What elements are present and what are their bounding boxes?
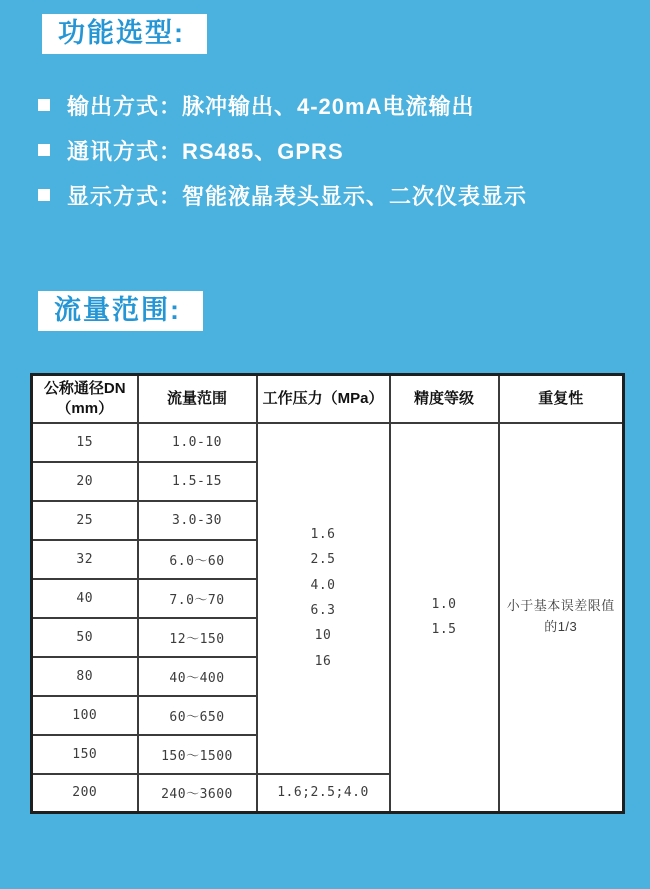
features-section	[0, 0, 650, 208]
bullet-square-icon	[38, 144, 50, 156]
cell-range: 150～1500	[138, 735, 257, 774]
pressure-value: 10	[314, 628, 332, 644]
list-item	[38, 92, 650, 118]
table-header-row	[32, 375, 624, 423]
cell-repeat-merged: 小于基本误差限值的1/3	[499, 423, 624, 813]
cell-range: 12～150	[138, 618, 257, 657]
cell-range: 240～3600	[138, 774, 257, 813]
cell-range: 60～650	[138, 696, 257, 735]
pressure-value: 16	[314, 653, 332, 669]
header-dn	[32, 375, 138, 423]
flow-range-table	[30, 373, 625, 814]
cell-dn: 15	[32, 423, 138, 462]
cell-dn: 100	[32, 696, 138, 735]
accuracy-value: 1.0	[431, 596, 457, 612]
header-range: 流量范围	[138, 375, 257, 423]
header-pressure: 工作压力（MPa）	[257, 375, 390, 423]
cell-accuracy-merged	[390, 423, 499, 813]
features-title: 功能选型:	[42, 14, 207, 54]
header-dn-line2: （mm）	[56, 399, 114, 417]
feature-list	[38, 92, 650, 208]
pressure-value: 1.6	[310, 526, 336, 542]
list-item	[38, 137, 650, 163]
header-accuracy: 精度等级	[390, 375, 499, 423]
cell-range: 3.0-30	[138, 501, 257, 540]
cell-range: 40～400	[138, 657, 257, 696]
cell-dn: 20	[32, 462, 138, 501]
bullet-square-icon	[38, 189, 50, 201]
cell-pressure-merged	[257, 423, 390, 774]
feature-display-label: 显示方式：智能液晶表头显示、二次仪表显示	[67, 183, 528, 209]
cell-dn: 50	[32, 618, 138, 657]
cell-range: 1.5-15	[138, 462, 257, 501]
accuracy-value: 1.5	[431, 622, 457, 638]
header-dn-line1: 公称通径DN	[43, 379, 126, 397]
cell-range: 7.0～70	[138, 579, 257, 618]
cell-dn: 150	[32, 735, 138, 774]
list-item	[38, 182, 650, 208]
cell-range: 1.0-10	[138, 423, 257, 462]
cell-dn: 32	[32, 540, 138, 579]
cell-dn: 25	[32, 501, 138, 540]
flow-range-section	[0, 291, 650, 814]
cell-dn: 40	[32, 579, 138, 618]
pressure-value: 2.5	[310, 552, 336, 568]
table-row	[32, 423, 624, 462]
cell-range: 6.0～60	[138, 540, 257, 579]
feature-communication-label: 通讯方式：RS485、GPRS	[67, 138, 344, 164]
flow-range-title: 流量范围:	[38, 291, 203, 331]
cell-dn: 80	[32, 657, 138, 696]
feature-output-label: 输出方式：脉冲输出、4-20mA电流输出	[67, 93, 475, 119]
pressure-value: 4.0	[310, 577, 336, 593]
cell-pressure-dn200: 1.6;2.5;4.0	[257, 774, 390, 813]
cell-dn: 200	[32, 774, 138, 813]
header-repeat: 重复性	[499, 375, 624, 423]
bullet-square-icon	[38, 99, 50, 111]
pressure-value: 6.3	[310, 603, 336, 618]
